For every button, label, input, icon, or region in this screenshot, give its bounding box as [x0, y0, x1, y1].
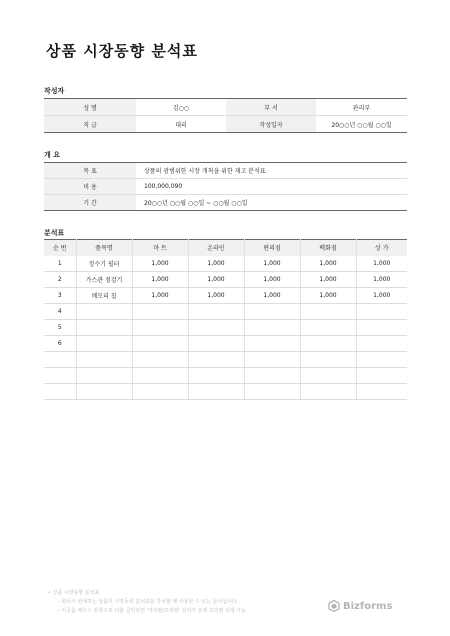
- table-row: [44, 368, 407, 384]
- table-row: [44, 320, 407, 336]
- department-store-value-cell[interactable]: 1,000: [300, 288, 356, 304]
- date-value[interactable]: 20○○년 ○○월 ○○일: [331, 121, 392, 129]
- author-row: [44, 99, 407, 116]
- analysis-table: [44, 239, 407, 400]
- overview-row: [44, 179, 407, 195]
- col-header-mart: 마 트: [132, 240, 188, 256]
- col-header-convenience: 편의점: [244, 240, 300, 256]
- cost-label: 비 용: [44, 179, 136, 195]
- period-label: 기 간: [44, 195, 136, 211]
- convenience-value-cell[interactable]: [244, 320, 300, 336]
- online-value-cell[interactable]: 1,000: [188, 288, 244, 304]
- online-value-cell[interactable]: [188, 304, 244, 320]
- convenience-value-cell[interactable]: [244, 304, 300, 320]
- department-label: 부 서: [226, 99, 316, 116]
- table-row: [44, 384, 407, 400]
- footer-note-title: 상품 시장동향 분석표: [52, 590, 100, 596]
- col-header-department-store: 백화점: [300, 240, 356, 256]
- shopping-mall-value-cell[interactable]: 1,000: [356, 288, 407, 304]
- online-value-cell[interactable]: [188, 368, 244, 384]
- overview-row: [44, 195, 407, 211]
- online-value-cell[interactable]: [188, 336, 244, 352]
- mart-value-cell[interactable]: [132, 304, 188, 320]
- shopping-mall-value-cell[interactable]: [356, 368, 407, 384]
- convenience-value-cell[interactable]: [244, 352, 300, 368]
- author-section-label: 작성자: [44, 87, 65, 95]
- bizforms-logo-text: Bizforms: [343, 600, 393, 612]
- col-header-online: 온라인: [188, 240, 244, 256]
- item-name-cell[interactable]: 가스관 점검기: [76, 272, 132, 288]
- author-row: [44, 116, 407, 133]
- row-number-cell: 4: [44, 304, 76, 320]
- mart-value-cell[interactable]: [132, 368, 188, 384]
- convenience-value-cell[interactable]: 1,000: [244, 256, 300, 272]
- department-store-value-cell[interactable]: [300, 352, 356, 368]
- row-number-cell: 3: [44, 288, 76, 304]
- overview-row: [44, 163, 407, 179]
- online-value-cell[interactable]: 1,000: [188, 256, 244, 272]
- bizforms-logo: [328, 600, 392, 612]
- online-value-cell[interactable]: 1,000: [188, 272, 244, 288]
- row-number-cell: [44, 384, 76, 400]
- shopping-mall-value-cell[interactable]: [356, 304, 407, 320]
- department-store-value-cell[interactable]: [300, 320, 356, 336]
- convenience-value-cell[interactable]: [244, 384, 300, 400]
- table-row: [44, 256, 407, 272]
- department-store-value-cell[interactable]: [300, 336, 356, 352]
- row-number-cell: [44, 352, 76, 368]
- department-store-value-cell[interactable]: 1,000: [300, 256, 356, 272]
- department-store-value-cell[interactable]: [300, 368, 356, 384]
- author-table: [44, 98, 407, 133]
- goal-value[interactable]: 상품의 광범위한 시장 개척을 위한 재고 분석표: [136, 163, 407, 179]
- overview-table: [44, 162, 407, 211]
- item-name-cell[interactable]: [76, 304, 132, 320]
- name-value[interactable]: 김○○: [136, 99, 226, 116]
- table-row: [44, 336, 407, 352]
- shopping-mall-value-cell[interactable]: 1,000: [356, 272, 407, 288]
- analysis-header-row: [44, 240, 407, 256]
- period-value[interactable]: 20○○년 ○○월 ○○일 ~ ○○월 ○○일: [144, 200, 248, 207]
- position-value[interactable]: 대리: [175, 121, 187, 129]
- footer-note: [48, 589, 246, 616]
- shopping-mall-value-cell[interactable]: [356, 384, 407, 400]
- footer-note-line: - 회사가 판매하는 상품의 시장동향 분석표를 작성할 때 사용할 수 있는 문서입니다.: [58, 599, 239, 605]
- mart-value-cell[interactable]: [132, 384, 188, 400]
- position-label: 직 급: [44, 116, 136, 133]
- table-row: [44, 272, 407, 288]
- col-header-item: 품목명: [76, 240, 132, 256]
- item-name-cell[interactable]: 정수기 필터: [76, 256, 132, 272]
- table-row: [44, 352, 407, 368]
- col-header-number: 순 번: [44, 240, 76, 256]
- department-store-value-cell[interactable]: 1,000: [300, 272, 356, 288]
- item-name-cell[interactable]: [76, 368, 132, 384]
- row-number-cell: [44, 368, 76, 384]
- mart-value-cell[interactable]: [132, 320, 188, 336]
- row-number-cell: 5: [44, 320, 76, 336]
- col-header-shopping-mall: 상 가: [356, 240, 407, 256]
- department-store-value-cell[interactable]: [300, 304, 356, 320]
- item-name-cell[interactable]: [76, 384, 132, 400]
- footer-note-line: - 이곳을 매우스 왼쪽으로 더블 클릭하면 '머리말/꼬리말' 상자가 뜬제 꼬리말 삭제 가능: [58, 608, 246, 614]
- department-value[interactable]: 관리부: [316, 99, 407, 116]
- bullet-icon: •: [48, 590, 51, 596]
- convenience-value-cell[interactable]: 1,000: [244, 288, 300, 304]
- name-label: 성 명: [44, 99, 136, 116]
- table-row: [44, 304, 407, 320]
- shopping-mall-value-cell[interactable]: 1,000: [356, 256, 407, 272]
- mart-value-cell[interactable]: [132, 352, 188, 368]
- item-name-cell[interactable]: [76, 336, 132, 352]
- convenience-value-cell[interactable]: 1,000: [244, 272, 300, 288]
- item-name-cell[interactable]: 메모리 칩: [76, 288, 132, 304]
- mart-value-cell[interactable]: [132, 336, 188, 352]
- date-label: 작성일자: [226, 116, 316, 133]
- document-title: 상품 시장동향 분석표: [46, 42, 198, 60]
- goal-label: 목 표: [44, 163, 136, 179]
- online-value-cell[interactable]: [188, 384, 244, 400]
- online-value-cell[interactable]: [188, 352, 244, 368]
- item-name-cell[interactable]: [76, 352, 132, 368]
- row-number-cell: 1: [44, 256, 76, 272]
- mart-value-cell[interactable]: 1,000: [132, 288, 188, 304]
- mart-value-cell[interactable]: 1,000: [132, 272, 188, 288]
- online-value-cell[interactable]: [188, 320, 244, 336]
- convenience-value-cell[interactable]: [244, 336, 300, 352]
- department-store-value-cell[interactable]: [300, 384, 356, 400]
- bizforms-logo-icon: [328, 600, 340, 612]
- mart-value-cell[interactable]: 1,000: [132, 256, 188, 272]
- item-name-cell[interactable]: [76, 320, 132, 336]
- row-number-cell: 6: [44, 336, 76, 352]
- analysis-section-label: 분석표: [44, 229, 65, 237]
- shopping-mall-value-cell[interactable]: [356, 320, 407, 336]
- row-number-cell: 2: [44, 272, 76, 288]
- convenience-value-cell[interactable]: [244, 368, 300, 384]
- overview-section-label: 개 요: [44, 151, 60, 159]
- cost-value[interactable]: 100,000,090: [136, 179, 407, 195]
- shopping-mall-value-cell[interactable]: [356, 336, 407, 352]
- shopping-mall-value-cell[interactable]: [356, 352, 407, 368]
- table-row: [44, 288, 407, 304]
